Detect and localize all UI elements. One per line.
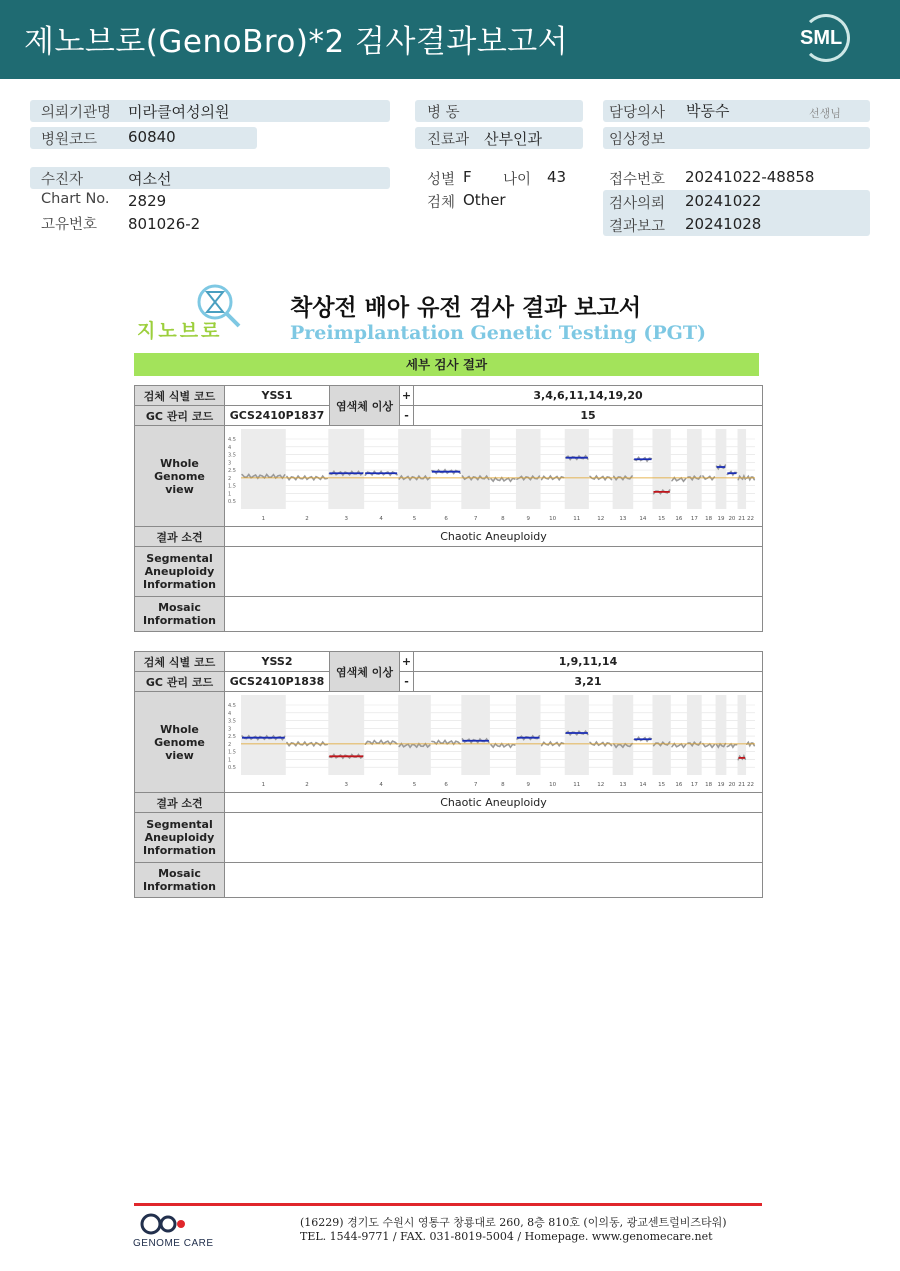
- y-tick-label: 3.5: [228, 718, 236, 725]
- x-tick-label: 7: [473, 781, 478, 788]
- loss-sign: -: [400, 406, 414, 426]
- chromosome-band: [613, 695, 634, 775]
- x-tick-label: 17: [690, 781, 698, 788]
- genome-care-text: GENOME CARE: [133, 1238, 214, 1249]
- chromosome-band: [461, 429, 490, 509]
- hospital-code-label: 병원코드: [41, 132, 98, 148]
- x-tick-label: 5: [412, 781, 417, 788]
- x-tick-label: 6: [444, 515, 448, 522]
- y-tick-label: 4: [228, 710, 232, 717]
- mosaic-label: Mosaic Information: [135, 597, 225, 632]
- x-tick-label: 21: [738, 781, 746, 788]
- x-tick-label: 16: [675, 781, 683, 788]
- chromosome-band: [516, 695, 541, 775]
- recipient-label: 수진자: [41, 172, 84, 188]
- gain-value: 3,4,6,11,14,19,20: [414, 386, 763, 406]
- x-tick-label: 17: [690, 515, 698, 522]
- sex-value: F: [463, 168, 472, 186]
- y-tick-label: 4.5: [228, 702, 236, 709]
- report-value: 20241028: [685, 215, 762, 233]
- gain-value: 1,9,11,14: [414, 652, 763, 672]
- institution-value: 미라클여성의원: [128, 103, 230, 121]
- x-tick-label: 7: [473, 515, 478, 522]
- age-value: 43: [547, 168, 567, 186]
- chrom-abnormal-label: 염색체 이상: [330, 386, 400, 426]
- recipient-value: 여소선: [128, 170, 172, 188]
- report-label: 결과보고: [609, 219, 666, 235]
- chromosome-band: [398, 695, 431, 775]
- genobro-logo: [135, 282, 250, 342]
- x-tick-label: 4: [379, 515, 383, 522]
- chromosome-band: [398, 429, 431, 509]
- gc-code-value: GCS2410P1838: [225, 672, 330, 692]
- sample-id-value: YSS1: [225, 386, 330, 406]
- page-title: 제노브로(GenoBro)*2 검사결과보고서: [24, 24, 569, 60]
- chromosome-band: [516, 429, 541, 509]
- x-tick-label: 14: [639, 515, 647, 522]
- mosaic-label: Mosaic Information: [135, 863, 225, 898]
- y-tick-label: 3: [228, 459, 232, 466]
- chromosome-band: [716, 429, 727, 509]
- x-tick-label: 13: [619, 781, 627, 788]
- y-tick-label: 2: [228, 475, 232, 482]
- footer-divider: [134, 1203, 762, 1206]
- sample-table-1: [134, 385, 763, 632]
- result-label: 결과 소견: [135, 527, 225, 547]
- result-label: 결과 소견: [135, 793, 225, 813]
- chart-label: Chart No.: [41, 191, 110, 207]
- request-label: 검사의뢰: [609, 196, 666, 212]
- gain-sign: +: [400, 652, 414, 672]
- whole-genome-view: [225, 692, 763, 793]
- genome-care-logo-icon: [133, 1213, 193, 1235]
- wgv-label: Whole Genome view: [135, 692, 225, 793]
- sex-label: 성별: [427, 172, 456, 188]
- x-tick-label: 4: [379, 781, 383, 788]
- wgv-label: Whole Genome view: [135, 426, 225, 527]
- x-tick-label: 20: [728, 781, 736, 788]
- clinical-label: 임상정보: [609, 132, 666, 148]
- x-tick-label: 20: [728, 515, 736, 522]
- y-tick-label: 1: [228, 490, 232, 497]
- report-subtitle: Preimplantation Genetic Testing (PGT): [290, 322, 706, 344]
- doctor-label: 담당의사: [609, 105, 666, 121]
- loss-value: 3,21: [414, 672, 763, 692]
- x-tick-label: 1: [261, 515, 266, 522]
- x-tick-label: 18: [705, 515, 713, 522]
- chromosome-band: [652, 429, 670, 509]
- ward-label: 병 동: [427, 105, 460, 121]
- chart-value: 2829: [128, 192, 167, 210]
- chromosome-band: [738, 429, 747, 509]
- x-tick-label: 22: [747, 515, 755, 522]
- header-bar: [0, 0, 900, 79]
- doctor-value: 박동수: [686, 102, 730, 120]
- segmental-value: [225, 547, 763, 597]
- x-tick-label: 2: [305, 515, 309, 522]
- x-tick-label: 14: [639, 781, 647, 788]
- genome-plot: [225, 693, 762, 792]
- result-value: Chaotic Aneuploidy: [225, 527, 763, 547]
- hospital-code-value: 60840: [128, 128, 176, 146]
- mosaic-value: [225, 863, 763, 898]
- report-title: 착상전 배아 유전 검사 결과 보고서: [290, 295, 642, 321]
- genome-plot: [225, 427, 762, 526]
- sml-logo: [798, 14, 854, 66]
- x-tick-label: 19: [717, 515, 725, 522]
- y-tick-label: 0.5: [228, 764, 236, 771]
- sample-id-label: 검체 식별 코드: [135, 652, 225, 672]
- chrom-abnormal-label: 염색체 이상: [330, 652, 400, 692]
- x-tick-label: 16: [675, 515, 683, 522]
- sample-id-value: YSS2: [225, 652, 330, 672]
- age-label: 나이: [503, 172, 532, 188]
- unique-value: 801026-2: [128, 215, 201, 233]
- y-tick-label: 3.5: [228, 452, 236, 459]
- x-tick-label: 15: [658, 781, 666, 788]
- footer-phone: TEL. 1544-9771 / FAX. 031-8019-5004 / Homepage. www.genomecare.net: [300, 1230, 713, 1243]
- gc-code-value: GCS2410P1837: [225, 406, 330, 426]
- y-tick-label: 1.5: [228, 749, 236, 756]
- x-tick-label: 9: [526, 515, 530, 522]
- chromosome-band: [461, 695, 490, 775]
- genobro-logo-text: 지노브로: [137, 320, 223, 342]
- y-tick-label: 1.5: [228, 483, 236, 490]
- chromosome-band: [241, 695, 286, 775]
- x-tick-label: 18: [705, 781, 713, 788]
- result-value: Chaotic Aneuploidy: [225, 793, 763, 813]
- y-tick-label: 2.5: [228, 467, 236, 474]
- gc-code-label: GC 관리 코드: [135, 406, 225, 426]
- department-label: 진료과: [427, 132, 470, 148]
- institution-label: 의뢰기관명: [41, 105, 112, 121]
- y-tick-label: 4: [228, 444, 232, 451]
- x-tick-label: 11: [573, 515, 581, 522]
- request-value: 20241022: [685, 192, 762, 210]
- x-tick-label: 12: [597, 781, 605, 788]
- x-tick-label: 5: [412, 515, 417, 522]
- x-tick-label: 15: [658, 515, 666, 522]
- x-tick-label: 10: [549, 781, 557, 788]
- chromosome-band: [613, 429, 634, 509]
- chromosome-band: [328, 695, 364, 775]
- x-tick-label: 2: [305, 781, 309, 788]
- loss-value: 15: [414, 406, 763, 426]
- chromosome-band: [328, 429, 364, 509]
- chromosome-band: [738, 695, 747, 775]
- specimen-value: Other: [463, 191, 506, 209]
- unique-label: 고유번호: [41, 217, 98, 233]
- chromosome-band: [565, 429, 589, 509]
- y-tick-label: 3: [228, 725, 232, 732]
- sample-id-label: 검체 식별 코드: [135, 386, 225, 406]
- y-tick-label: 2.5: [228, 733, 236, 740]
- x-tick-label: 13: [619, 515, 627, 522]
- specimen-label: 검체: [427, 195, 456, 211]
- chromosome-band: [687, 429, 702, 509]
- chromosome-band: [241, 429, 286, 509]
- doctor-suffix: 선생님: [809, 107, 841, 120]
- chromosome-band: [716, 695, 727, 775]
- x-tick-label: 3: [344, 515, 348, 522]
- y-tick-label: 1: [228, 756, 232, 763]
- x-tick-label: 8: [501, 781, 505, 788]
- gain-sign: +: [400, 386, 414, 406]
- copy-number-points: [727, 743, 736, 746]
- y-tick-label: 4.5: [228, 436, 236, 443]
- x-tick-label: 21: [738, 515, 746, 522]
- reception-label: 접수번호: [609, 172, 666, 188]
- y-tick-label: 0.5: [228, 498, 236, 505]
- reception-value: 20241022-48858: [685, 168, 815, 186]
- chromosome-band: [652, 695, 670, 775]
- x-tick-label: 10: [549, 515, 557, 522]
- sml-logo-text: SML: [800, 27, 843, 49]
- pill-recipient: [30, 167, 390, 189]
- whole-genome-view: [225, 426, 763, 527]
- mosaic-value: [225, 597, 763, 632]
- sample-table-2: [134, 651, 763, 898]
- segmental-label: Segmental Aneuploidy Information: [135, 547, 225, 597]
- chromosome-band: [687, 695, 702, 775]
- footer-address: (16229) 경기도 수원시 영통구 창룡대로 260, 8층 810호 (이의동, 광교센트럴비즈타워): [300, 1216, 727, 1229]
- x-tick-label: 19: [717, 781, 725, 788]
- x-tick-label: 6: [444, 781, 448, 788]
- x-tick-label: 1: [261, 781, 266, 788]
- segmental-value: [225, 813, 763, 863]
- y-tick-label: 2: [228, 741, 232, 748]
- x-tick-label: 11: [573, 781, 581, 788]
- department-value: 산부인과: [484, 130, 542, 148]
- x-tick-label: 9: [526, 781, 530, 788]
- loss-sign: -: [400, 672, 414, 692]
- x-tick-label: 8: [501, 515, 505, 522]
- segmental-label: Segmental Aneuploidy Information: [135, 813, 225, 863]
- footer-contact: [300, 1216, 727, 1244]
- genome-care-logo: [133, 1213, 225, 1249]
- section-title: 세부 검사 결과: [134, 353, 759, 376]
- x-tick-label: 3: [344, 781, 348, 788]
- gc-code-label: GC 관리 코드: [135, 672, 225, 692]
- x-tick-label: 12: [597, 515, 605, 522]
- x-tick-label: 22: [747, 781, 755, 788]
